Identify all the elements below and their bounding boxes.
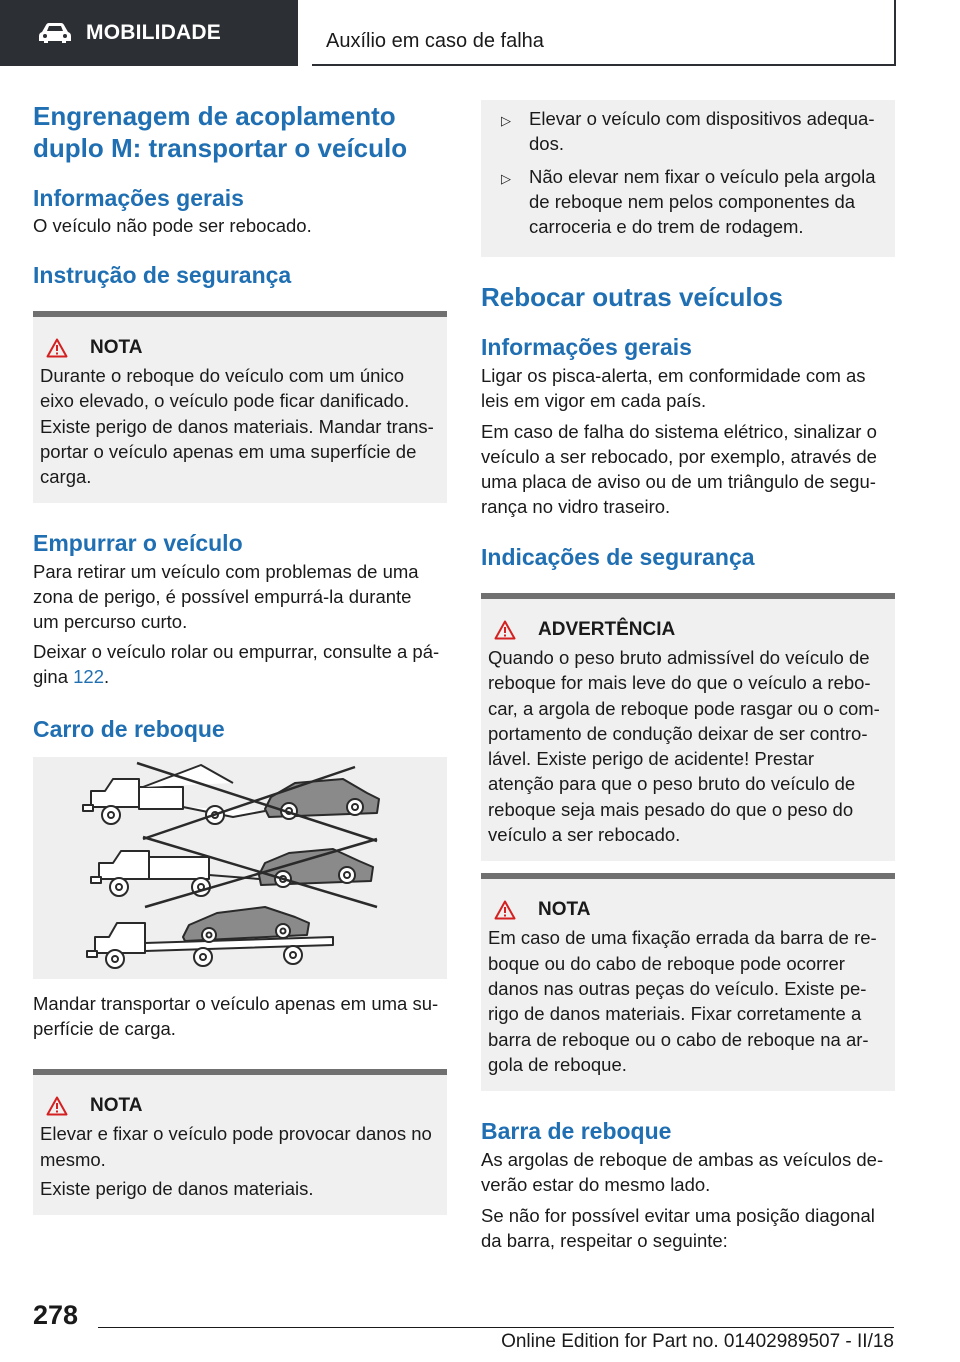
- figure-caption: [33, 991, 447, 1041]
- footer-divider: [98, 1327, 894, 1328]
- chapter-label: Auxílio em caso de falha: [326, 30, 544, 52]
- note-line: eixo elevado, o veículo pode ficar danificado.: [40, 390, 410, 412]
- text-line: Não elevar nem fixar o veículo pela argola: [529, 166, 876, 187]
- warning-line: atenção para que o peso bruto do veículo de: [488, 773, 856, 795]
- note-line: portar o veículo apenas em uma superfície de: [40, 440, 417, 462]
- list-item: [488, 106, 888, 156]
- text-line: leis em vigor em cada país.: [481, 390, 707, 411]
- text-line: perfície de carga.: [33, 1018, 176, 1040]
- text-line: Elevar o veículo com dispositivos adequa-: [529, 108, 875, 129]
- text-line: carroceria e do trem de rodagem.: [529, 216, 804, 237]
- note-header: [488, 899, 888, 921]
- left-column: [33, 100, 447, 1215]
- text-line: de reboque nem pelos componentes da: [529, 191, 856, 212]
- warning-line: reboque seja mais pesado do que o peso do: [488, 798, 854, 820]
- text-line: Deixar o veículo rolar ou empurrar, consulte a pá-: [33, 641, 440, 663]
- tow-bar-paragraph: [481, 1147, 895, 1197]
- text-line: uma placa de aviso ou de um triângulo de segu-: [481, 471, 876, 492]
- text-line: Em caso de falha do sistema elétrico, sinalizar o: [481, 421, 877, 442]
- note-line: danos nas outras peças do veículo. Existe pe-: [488, 977, 867, 999]
- text-fragment: .: [104, 666, 110, 688]
- push-paragraph-2: [33, 639, 447, 689]
- text-fragment: gina: [33, 666, 74, 688]
- note-line: Durante o reboque do veículo com um único: [40, 365, 405, 386]
- tow-truck-heading: Carro de reboque: [33, 716, 225, 743]
- warning-line: veículo a ser rebocado.: [488, 824, 681, 846]
- note-header: [40, 1095, 440, 1117]
- note-line: barra de reboque ou o cabo de reboque na ar-: [488, 1028, 869, 1050]
- general-text: O veículo não pode ser rebocado.: [33, 215, 312, 236]
- page-title: [33, 100, 447, 164]
- page-title-line: duplo M: transportar o veículo: [33, 133, 408, 163]
- section-label: MOBILIDADE: [86, 21, 221, 44]
- text-line: As argolas de reboque de ambas as veículos de-: [481, 1149, 884, 1171]
- note-box-3: [481, 873, 895, 1091]
- safety-heading: Instrução de segurança: [33, 262, 292, 288]
- note-line: boque ou do cabo de reboque pode ocorrer: [488, 952, 845, 974]
- warning-header: [488, 619, 888, 641]
- note-label: NOTA: [538, 899, 591, 921]
- text-line: [33, 664, 447, 689]
- text-line: rança no vidro traseiro.: [481, 496, 671, 517]
- tow-bar-paragraph-2: [481, 1203, 895, 1253]
- text-line: dos.: [529, 133, 564, 154]
- tow-truck-drawing: [33, 757, 447, 979]
- text-line: zona de perigo, é possível empurrá-la durante: [33, 586, 412, 608]
- general-paragraph: [481, 363, 895, 413]
- note-line: gola de reboque.: [488, 1053, 627, 1075]
- note-box-2: [33, 1069, 447, 1215]
- text-line: Ligar os pisca-alerta, em conformidade com as: [481, 365, 866, 386]
- note-line: Em caso de uma fixação errada da barra de re-: [488, 927, 877, 949]
- warning-triangle-icon: [494, 900, 516, 920]
- warning-triangle-icon: [46, 338, 68, 358]
- push-paragraph: [33, 559, 447, 634]
- warning-text: [488, 645, 888, 847]
- note-text: [40, 363, 440, 489]
- warning-box: [481, 593, 895, 861]
- safety-heading: Indicações de segurança: [481, 544, 755, 570]
- general-heading: Informações gerais: [481, 334, 692, 360]
- text-line: Para retirar um veículo com problemas de uma: [33, 561, 419, 583]
- header-section-tab: [0, 0, 298, 66]
- note-header: [40, 337, 440, 359]
- warning-label: ADVERTÊNCIA: [538, 619, 676, 640]
- text-line: Se não for possível evitar uma posição diagonal: [481, 1205, 875, 1227]
- note-line: Existe perigo de danos materiais.: [40, 1178, 314, 1200]
- bullet-list: [481, 100, 895, 257]
- note-label: NOTA: [90, 337, 143, 358]
- list-item: [488, 164, 888, 239]
- right-column: [481, 100, 895, 1253]
- text-line: Mandar transportar o veículo apenas em uma su-: [33, 993, 439, 1015]
- bullet-marker: ▷: [501, 171, 511, 186]
- note-line: Existe perigo de danos materiais. Mandar trans-: [40, 415, 434, 437]
- note-line: Elevar e fixar o veículo pode provocar danos no: [40, 1123, 432, 1145]
- tow-truck-illustration: [33, 757, 447, 979]
- note-label: NOTA: [90, 1095, 143, 1117]
- note-text-2: [40, 1176, 440, 1201]
- note-box: [33, 311, 447, 503]
- text-line: da barra, respeitar o seguinte:: [481, 1230, 728, 1252]
- tow-other-heading: Rebocar outras veículos: [481, 282, 783, 312]
- text-line: verão estar do mesmo lado.: [481, 1174, 711, 1196]
- text-line: veículo a ser rebocado, por exemplo, através de: [481, 446, 877, 467]
- note-text: [488, 925, 888, 1077]
- note-text: [40, 1121, 440, 1172]
- warning-triangle-icon: [46, 1096, 68, 1116]
- warning-line: portamento de condução deixar de ser contro-: [488, 722, 868, 744]
- bullet-marker: ▷: [501, 113, 511, 128]
- page-title-line: Engrenagem de acoplamento: [33, 101, 396, 131]
- note-line: carga.: [40, 466, 92, 488]
- general-paragraph-2: [481, 419, 895, 519]
- header-chapter: [312, 0, 896, 66]
- warning-line: Quando o peso bruto admissível do veículo de: [488, 647, 870, 668]
- push-heading: Empurrar o veículo: [33, 530, 243, 557]
- warning-line: reboque for mais leve do que o veículo a rebo-: [488, 672, 871, 694]
- tow-bar-heading: Barra de reboque: [481, 1118, 672, 1145]
- car-icon: [38, 22, 72, 44]
- page-link[interactable]: 122: [73, 666, 104, 688]
- warning-line: car, a argola de reboque pode rasgar ou o com-: [488, 697, 880, 719]
- warning-line: lável. Existe perigo de acidente! Prestar: [488, 748, 814, 770]
- edition-text: Online Edition for Part no. 01402989507 - II/18: [501, 1331, 894, 1352]
- general-heading: Informações gerais: [33, 185, 244, 211]
- note-line: mesmo.: [40, 1148, 106, 1170]
- page-number: 278: [33, 1300, 79, 1330]
- warning-triangle-icon: [494, 620, 516, 640]
- note-line: rigo de danos materiais. Fixar corretamente a: [488, 1003, 862, 1025]
- text-line: um percurso curto.: [33, 611, 188, 633]
